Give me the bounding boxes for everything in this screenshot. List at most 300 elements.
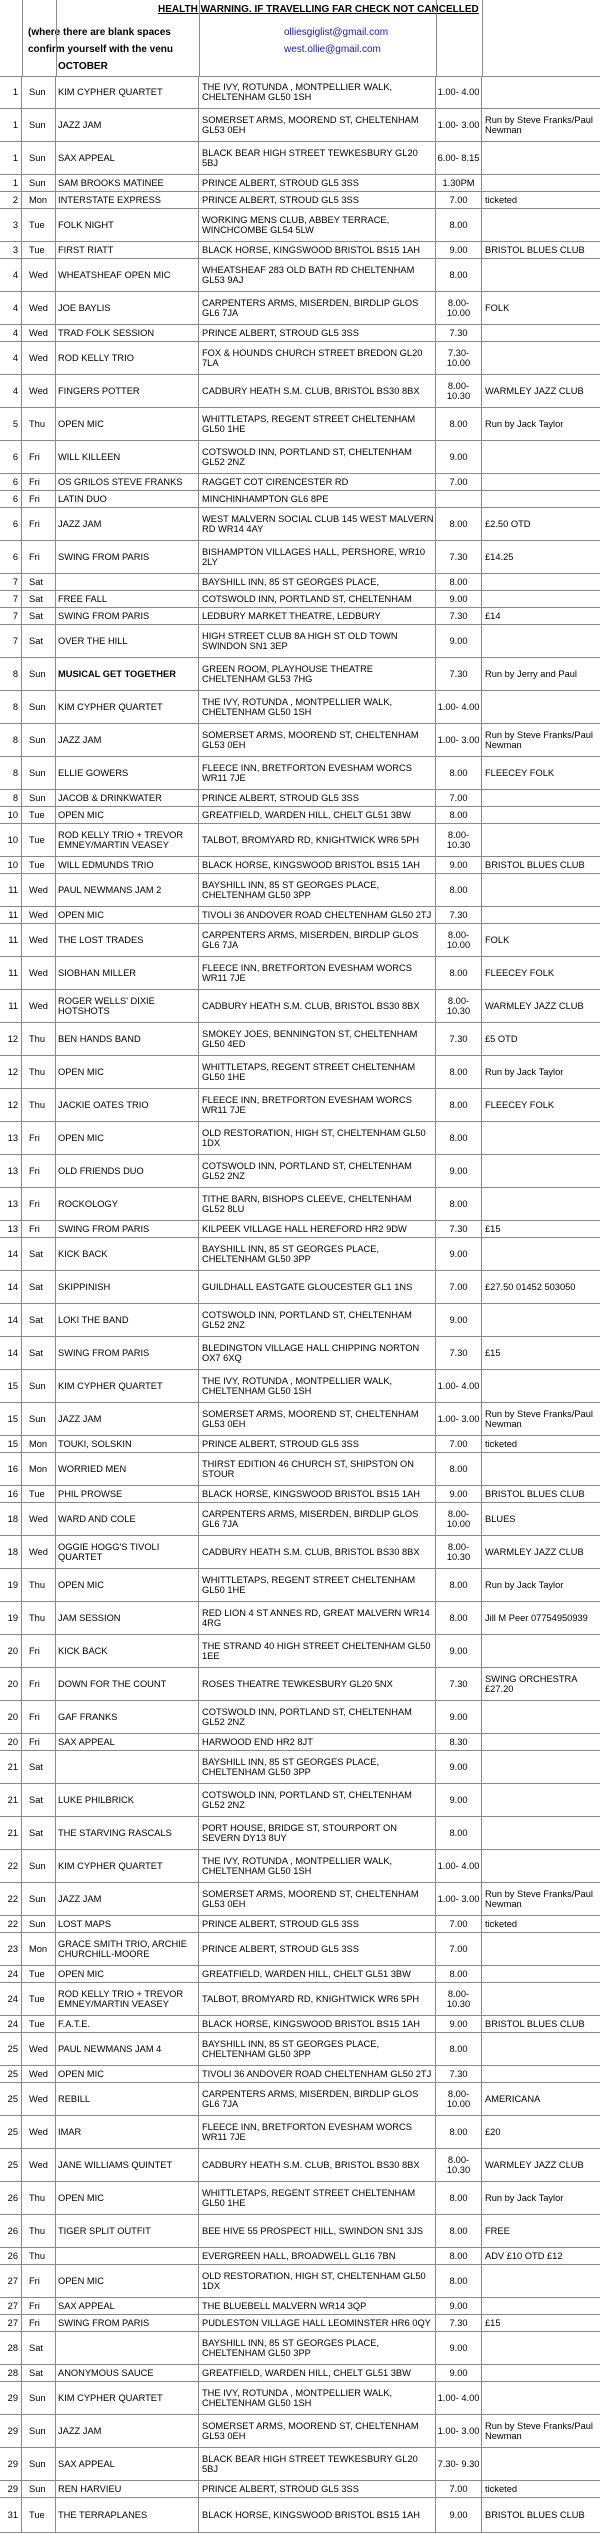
- notes: FLEECEY FOLK: [485, 1099, 555, 1110]
- artist-name: SWING FROM PARIS: [56, 541, 199, 573]
- day-number: 20: [0, 1734, 22, 1750]
- venue: GREATFIELD, WARDEN HILL, CHELT GL51 3BW: [199, 2365, 436, 2381]
- artist-name: JANE WILLIAMS QUINTET: [56, 2149, 199, 2181]
- gig-row: [0, 1023, 600, 1056]
- gig-row: [0, 2149, 600, 2182]
- weekday: Sun: [22, 691, 56, 723]
- weekday: Sun: [22, 109, 56, 141]
- gig-row: [0, 2033, 600, 2066]
- artist-name: SAX APPEAL: [56, 2448, 199, 2480]
- weekday: Fri: [22, 1635, 56, 1667]
- start-time: 7.30: [436, 1023, 482, 1055]
- venue: PRINCE ALBERT, STROUD GL5 3SS: [199, 1933, 436, 1965]
- gig-row: [0, 724, 600, 757]
- notes: ADV £10 OTD £12: [485, 2250, 563, 2261]
- notes: WARMLEY JAZZ CLUB: [485, 1546, 584, 1557]
- weekday: Sun: [22, 76, 56, 108]
- venue: PRINCE ALBERT, STROUD GL5 3SS: [199, 325, 436, 341]
- weekday: Thu: [22, 1056, 56, 1088]
- day-number: 6: [0, 441, 22, 473]
- start-time: 7.30: [436, 907, 482, 923]
- start-time: 8.00: [436, 1453, 482, 1485]
- venue: BLACK HORSE, KINGSWOOD BRISTOL BS15 1AH: [199, 2498, 436, 2532]
- venue: TIVOLI 36 ANDOVER ROAD CHELTENHAM GL50 2TJ: [199, 907, 436, 923]
- day-number: 11: [0, 990, 22, 1022]
- gig-row: [0, 1436, 600, 1453]
- weekday: Wed: [22, 325, 56, 341]
- venue: COTSWOLD INN, PORTLAND ST, CHELTENHAM GL52 2NZ: [199, 1304, 436, 1336]
- gig-row: [0, 1188, 600, 1221]
- day-number: 29: [0, 2448, 22, 2480]
- gig-row: [0, 109, 600, 142]
- venue: CARPENTERS ARMS, MISERDEN, BIRDLIP GLOS GL6 7JA: [199, 1503, 436, 1535]
- day-number: 11: [0, 874, 22, 906]
- venue: TALBOT, BROMYARD RD, KNIGHTWICK WR6 5PH: [199, 1983, 436, 2015]
- artist-name: PHIL PROWSE: [56, 1486, 199, 1502]
- venue: RAGGET COT CIRENCESTER RD: [199, 474, 436, 490]
- gig-row: [0, 1784, 600, 1817]
- day-number: 26: [0, 2248, 22, 2264]
- artist-name: SKIPPINISH: [56, 1271, 199, 1303]
- venue: BLACK HORSE, KINGSWOOD BRISTOL BS15 1AH: [199, 857, 436, 873]
- start-time: 7.30: [436, 1221, 482, 1237]
- gig-row: [0, 2365, 600, 2382]
- gig-row: [0, 2498, 600, 2533]
- day-number: 4: [0, 259, 22, 291]
- venue: PRINCE ALBERT, STROUD GL5 3SS: [199, 1916, 436, 1932]
- notes: BRISTOL BLUES CLUB: [485, 2018, 585, 2029]
- gig-row: [0, 242, 600, 259]
- gig-row: [0, 541, 600, 574]
- start-time: 8.00: [436, 957, 482, 989]
- weekday: Thu: [22, 1023, 56, 1055]
- weekday: Wed: [22, 924, 56, 956]
- gig-row: [0, 2382, 600, 2415]
- gig-row: [0, 1751, 600, 1784]
- artist-name: OPEN MIC: [56, 1122, 199, 1154]
- artist-name: FIRST RIATT: [56, 242, 199, 258]
- artist-name: KICK BACK: [56, 1238, 199, 1270]
- notes: BRISTOL BLUES CLUB: [485, 2509, 585, 2520]
- weekday: Tue: [22, 807, 56, 823]
- start-time: 7.30: [436, 2315, 482, 2331]
- contact-email-1[interactable]: olliesgiglist@gmail.com: [284, 27, 389, 38]
- weekday: Sat: [22, 1271, 56, 1303]
- start-time: 8.00: [436, 807, 482, 823]
- artist-name: ROCKOLOGY: [56, 1188, 199, 1220]
- notes: ticketed: [485, 2483, 518, 2494]
- artist-name: FINGERS POTTER: [56, 375, 199, 407]
- start-time: 9.00: [436, 1238, 482, 1270]
- day-number: 8: [0, 658, 22, 690]
- notes: ticketed: [485, 1918, 518, 1929]
- start-time: 8.00: [436, 1602, 482, 1634]
- start-time: 7.30: [436, 325, 482, 341]
- day-number: 3: [0, 209, 22, 241]
- notes: [482, 1370, 600, 1402]
- start-time: 9.00: [436, 242, 482, 258]
- day-number: 2: [0, 192, 22, 208]
- gig-row: [0, 1983, 600, 2016]
- column-divider: [199, 0, 200, 76]
- venue: WORKING MENS CLUB, ABBEY TERRACE, WINCHCOMBE GL54 5LW: [199, 209, 436, 241]
- weekday: Wed: [22, 2066, 56, 2082]
- gig-row: [0, 375, 600, 408]
- day-number: 1: [0, 76, 22, 108]
- gig-row: [0, 1056, 600, 1089]
- artist-name: WILL KILLEEN: [56, 441, 199, 473]
- gig-row: [0, 790, 600, 807]
- start-time: 9.00: [436, 591, 482, 607]
- start-time: 8.00: [436, 2182, 482, 2214]
- start-time: 9.00: [436, 1304, 482, 1336]
- artist-name: WILL EDMUNDS TRIO: [56, 857, 199, 873]
- start-time: 8.00: [436, 259, 482, 291]
- venue: HARWOOD END HR2 8JT: [199, 1734, 436, 1750]
- day-number: 29: [0, 2415, 22, 2447]
- day-number: 25: [0, 2083, 22, 2115]
- artist-name: FREE FALL: [56, 591, 199, 607]
- gig-row: [0, 874, 600, 907]
- weekday: Thu: [22, 1569, 56, 1601]
- day-number: 4: [0, 342, 22, 374]
- artist-name: IMAR: [56, 2116, 199, 2148]
- weekday: Fri: [22, 1155, 56, 1187]
- day-number: 14: [0, 1271, 22, 1303]
- start-time: 7.00: [436, 1436, 482, 1452]
- venue: FLEECE INN, BRETFORTON EVESHAM WORCS WR11 7JE: [199, 1089, 436, 1121]
- day-number: 4: [0, 375, 22, 407]
- gig-row: [0, 907, 600, 924]
- venue: CADBURY HEATH S.M. CLUB, BRISTOL BS30 8BX: [199, 2149, 436, 2181]
- column-divider: [436, 0, 437, 76]
- venue: COTSWOLD INN, PORTLAND ST, CHELTENHAM GL52 2NZ: [199, 1701, 436, 1733]
- day-number: 27: [0, 2315, 22, 2331]
- day-number: 22: [0, 1916, 22, 1932]
- gig-row: [0, 957, 600, 990]
- gig-row: [0, 1271, 600, 1304]
- day-number: 16: [0, 1453, 22, 1485]
- venue: THE IVY, ROTUNDA , MONTPELLIER WALK, CHELTENHAM GL50 1SH: [199, 691, 436, 723]
- venue: WHITTLETAPS, REGENT STREET CHELTENHAM GL50 1HE: [199, 2182, 436, 2214]
- weekday: Sun: [22, 142, 56, 174]
- venue: PRINCE ALBERT, STROUD GL5 3SS: [199, 175, 436, 191]
- artist-name: JAZZ JAM: [56, 724, 199, 756]
- artist-name: OPEN MIC: [56, 2066, 199, 2082]
- gig-row: [0, 1370, 600, 1403]
- weekday: Tue: [22, 1486, 56, 1502]
- gig-row: [0, 608, 600, 625]
- venue: PRINCE ALBERT, STROUD GL5 3SS: [199, 2481, 436, 2497]
- venue: FOX & HOUNDS CHURCH STREET BREDON GL20 7LA: [199, 342, 436, 374]
- day-number: 27: [0, 2298, 22, 2314]
- start-time: 8.00: [436, 2033, 482, 2065]
- notes: £14.25: [485, 551, 514, 562]
- notes: Run by Jack Taylor: [485, 2192, 564, 2203]
- notes: [482, 491, 600, 507]
- month-heading: OCTOBER: [58, 61, 108, 72]
- gig-row: [0, 574, 600, 591]
- notes: £5 OTD: [485, 1033, 518, 1044]
- weekday: Sat: [22, 574, 56, 590]
- day-number: 14: [0, 1238, 22, 1270]
- weekday: Fri: [22, 2265, 56, 2297]
- venue: BAYSHILL INN, 85 ST GEORGES PLACE,: [199, 574, 436, 590]
- weekday: Sun: [22, 724, 56, 756]
- start-time: 8.00- 10.30: [436, 1983, 482, 2015]
- notes: BLUES: [485, 1513, 516, 1524]
- start-time: 7.30: [436, 608, 482, 624]
- start-time: 9.00: [436, 2298, 482, 2314]
- artist-name: SWING FROM PARIS: [56, 2315, 199, 2331]
- gig-row: [0, 1155, 600, 1188]
- start-time: 8.00: [436, 1188, 482, 1220]
- artist-name: LOKI THE BAND: [56, 1304, 199, 1336]
- day-number: 7: [0, 591, 22, 607]
- venue: CARPENTERS ARMS, MISERDEN, BIRDLIP GLOS GL6 7JA: [199, 924, 436, 956]
- start-time: 1.00- 3.00: [436, 2415, 482, 2447]
- weekday: Wed: [22, 2149, 56, 2181]
- weekday: Tue: [22, 209, 56, 241]
- weekday: Sun: [22, 757, 56, 789]
- venue: WHEATSHEAF 283 OLD BATH RD CHELTENHAM GL53 9AJ: [199, 259, 436, 291]
- start-time: 7.00: [436, 1271, 482, 1303]
- gig-row: [0, 474, 600, 491]
- day-number: 6: [0, 508, 22, 540]
- day-number: 6: [0, 491, 22, 507]
- artist-name: MUSICAL GET TOGETHER: [56, 658, 199, 690]
- notes: [482, 1850, 600, 1882]
- weekday: Wed: [22, 874, 56, 906]
- gig-row: [0, 142, 600, 175]
- column-divider: [482, 0, 483, 76]
- notes: [482, 2298, 600, 2314]
- notes: £15: [485, 1347, 501, 1358]
- notes: [482, 342, 600, 374]
- start-time: 1.00- 3.00: [436, 724, 482, 756]
- start-time: 1.00- 3.00: [436, 109, 482, 141]
- start-time: 7.30- 9.30: [436, 2448, 482, 2480]
- artist-name: SWING FROM PARIS: [56, 608, 199, 624]
- gig-row: [0, 76, 600, 109]
- start-time: 7.00: [436, 192, 482, 208]
- gig-row: [0, 1933, 600, 1966]
- start-time: 8.00: [436, 1089, 482, 1121]
- gig-row: [0, 508, 600, 541]
- weekday: Thu: [22, 2182, 56, 2214]
- gig-row: [0, 658, 600, 691]
- start-time: 7.30: [436, 1668, 482, 1700]
- artist-name: ROD KELLY TRIO + TREVOR EMNEY/MARTIN VEASEY: [56, 824, 199, 856]
- blank-spaces-note: (where there are blank spaces: [28, 27, 171, 38]
- day-number: 13: [0, 1188, 22, 1220]
- venue: COTSWOLD INN, PORTLAND ST, CHELTENHAM GL52 2NZ: [199, 1155, 436, 1187]
- notes: [482, 691, 600, 723]
- artist-name: SAX APPEAL: [56, 2298, 199, 2314]
- weekday: Sat: [22, 1238, 56, 1270]
- weekday: Sun: [22, 2415, 56, 2447]
- weekday: Mon: [22, 1453, 56, 1485]
- day-number: 8: [0, 790, 22, 806]
- column-divider: [22, 0, 23, 76]
- artist-name: GAF FRANKS: [56, 1701, 199, 1733]
- gig-row: [0, 2248, 600, 2265]
- day-number: 28: [0, 2365, 22, 2381]
- day-number: 1: [0, 142, 22, 174]
- start-time: 8.00: [436, 1569, 482, 1601]
- artist-name: KICK BACK: [56, 1635, 199, 1667]
- start-time: 8.00- 10.00: [436, 2083, 482, 2115]
- notes: FOLK: [485, 302, 510, 313]
- venue: GREATFIELD, WARDEN HILL, CHELT GL51 3BW: [199, 807, 436, 823]
- venue: GUILDHALL EASTGATE GLOUCESTER GL1 1NS: [199, 1271, 436, 1303]
- start-time: 9.00: [436, 2365, 482, 2381]
- venue: COTSWOLD INN, PORTLAND ST, CHELTENHAM: [199, 591, 436, 607]
- gig-row: [0, 757, 600, 790]
- artist-name: OPEN MIC: [56, 1056, 199, 1088]
- day-number: 8: [0, 724, 22, 756]
- gig-row: [0, 441, 600, 474]
- gig-row: [0, 1503, 600, 1536]
- day-number: 19: [0, 1602, 22, 1634]
- weekday: Fri: [22, 441, 56, 473]
- venue: GREATFIELD, WARDEN HILL, CHELT GL51 3BW: [199, 1966, 436, 1982]
- day-number: 8: [0, 757, 22, 789]
- notes: £14: [485, 610, 501, 621]
- start-time: 1.00- 4.00: [436, 1370, 482, 1402]
- artist-name: LUKE PHILBRICK: [56, 1784, 199, 1816]
- gig-row: [0, 691, 600, 724]
- notes: Run by Steve Franks/Paul Newman: [485, 1408, 593, 1429]
- venue: PRINCE ALBERT, STROUD GL5 3SS: [199, 192, 436, 208]
- notes: BRISTOL BLUES CLUB: [485, 244, 585, 255]
- gig-row: [0, 1337, 600, 1370]
- day-number: 22: [0, 1850, 22, 1882]
- venue: FLEECE INN, BRETFORTON EVESHAM WORCS WR11 7JE: [199, 2116, 436, 2148]
- gig-row: [0, 1304, 600, 1337]
- venue: OLD RESTORATION, HIGH ST, CHELTENHAM GL50 1DX: [199, 2265, 436, 2297]
- weekday: Wed: [22, 1503, 56, 1535]
- venue: BAYSHILL INN, 85 ST GEORGES PLACE, CHELTENHAM GL50 3PP: [199, 1238, 436, 1270]
- notes: [482, 824, 600, 856]
- day-number: 8: [0, 691, 22, 723]
- venue: BLACK BEAR HIGH STREET TEWKESBURY GL20 5BJ: [199, 142, 436, 174]
- gig-row: [0, 2182, 600, 2215]
- weekday: Sat: [22, 1784, 56, 1816]
- day-number: 26: [0, 2215, 22, 2247]
- artist-name: SWING FROM PARIS: [56, 1337, 199, 1369]
- gig-row: [0, 625, 600, 658]
- start-time: 7.00: [436, 2481, 482, 2497]
- artist-name: [56, 2248, 199, 2264]
- start-time: 8.00: [436, 1817, 482, 1849]
- start-time: 1.00- 4.00: [436, 76, 482, 108]
- day-number: 20: [0, 1668, 22, 1700]
- weekday: Sat: [22, 591, 56, 607]
- gig-row: [0, 1238, 600, 1271]
- notes: [482, 2033, 600, 2065]
- weekday: Fri: [22, 1122, 56, 1154]
- weekday: Wed: [22, 342, 56, 374]
- gig-row: [0, 591, 600, 608]
- weekday: Tue: [22, 2498, 56, 2532]
- day-number: 10: [0, 807, 22, 823]
- venue: OLD RESTORATION, HIGH ST, CHELTENHAM GL50 1DX: [199, 1122, 436, 1154]
- gig-row: [0, 1635, 600, 1668]
- day-number: 21: [0, 1817, 22, 1849]
- start-time: 9.00: [436, 1486, 482, 1502]
- gig-row: [0, 1817, 600, 1850]
- venue: BAYSHILL INN, 85 ST GEORGES PLACE, CHELTENHAM GL50 3PP: [199, 2332, 436, 2364]
- venue: SOMERSET ARMS, MOOREND ST, CHELTENHAM GL53 0EH: [199, 109, 436, 141]
- day-number: 28: [0, 2332, 22, 2364]
- notes: [482, 1635, 600, 1667]
- day-number: 24: [0, 1966, 22, 1982]
- start-time: 7.30: [436, 2066, 482, 2082]
- gig-row: [0, 1569, 600, 1602]
- notes: [482, 1155, 600, 1187]
- notes: [482, 907, 600, 923]
- venue: BISHAMPTON VILLAGES HALL, PERSHORE, WR10 2LY: [199, 541, 436, 573]
- notes: [482, 790, 600, 806]
- gig-row: [0, 1453, 600, 1486]
- notes: Run by Steve Franks/Paul Newman: [485, 1888, 593, 1909]
- weekday: Sat: [22, 2332, 56, 2364]
- venue: THIRST EDITION 46 CHURCH ST, SHIPSTON ON STOUR: [199, 1453, 436, 1485]
- day-number: 1: [0, 175, 22, 191]
- artist-name: KIM CYPHER QUARTET: [56, 76, 199, 108]
- start-time: 8.00: [436, 209, 482, 241]
- day-number: 20: [0, 1701, 22, 1733]
- notes: Run by Jack Taylor: [485, 1066, 564, 1077]
- gig-row: [0, 1850, 600, 1883]
- artist-name: INTERSTATE EXPRESS: [56, 192, 199, 208]
- artist-name: [56, 2332, 199, 2364]
- venue: WHITTLETAPS, REGENT STREET CHELTENHAM GL50 1HE: [199, 1056, 436, 1088]
- start-time: 8.00- 10.00: [436, 292, 482, 324]
- gig-row: [0, 2332, 600, 2365]
- notes: ticketed: [485, 194, 518, 205]
- health-warning: HEALTH WARNING. IF TRAVELLING FAR CHECK NOT CANCELLED: [158, 4, 479, 15]
- contact-email-2[interactable]: west.ollie@gmail.com: [284, 44, 381, 55]
- weekday: Fri: [22, 1221, 56, 1237]
- gig-row: [0, 1883, 600, 1916]
- weekday: Sun: [22, 790, 56, 806]
- start-time: 8.00: [436, 574, 482, 590]
- start-time: 6.00- 8.15: [436, 142, 482, 174]
- venue: PRINCE ALBERT, STROUD GL5 3SS: [199, 1436, 436, 1452]
- start-time: 9.00: [436, 2332, 482, 2364]
- venue: CARPENTERS ARMS, MISERDEN, BIRDLIP GLOS GL6 7JA: [199, 2083, 436, 2115]
- notes: [482, 1238, 600, 1270]
- weekday: Thu: [22, 1602, 56, 1634]
- start-time: 8.00- 10.30: [436, 375, 482, 407]
- gig-row: [0, 1122, 600, 1155]
- notes: [482, 2365, 600, 2381]
- weekday: Sun: [22, 1370, 56, 1402]
- day-number: 10: [0, 857, 22, 873]
- artist-name: ROD KELLY TRIO: [56, 342, 199, 374]
- day-number: 24: [0, 2016, 22, 2032]
- notes: FREE: [485, 2225, 510, 2236]
- notes: [482, 76, 600, 108]
- weekday: Wed: [22, 259, 56, 291]
- weekday: Fri: [22, 1701, 56, 1733]
- day-number: 26: [0, 2182, 22, 2214]
- gig-row: [0, 2448, 600, 2481]
- notes: [482, 807, 600, 823]
- weekday: Mon: [22, 1933, 56, 1965]
